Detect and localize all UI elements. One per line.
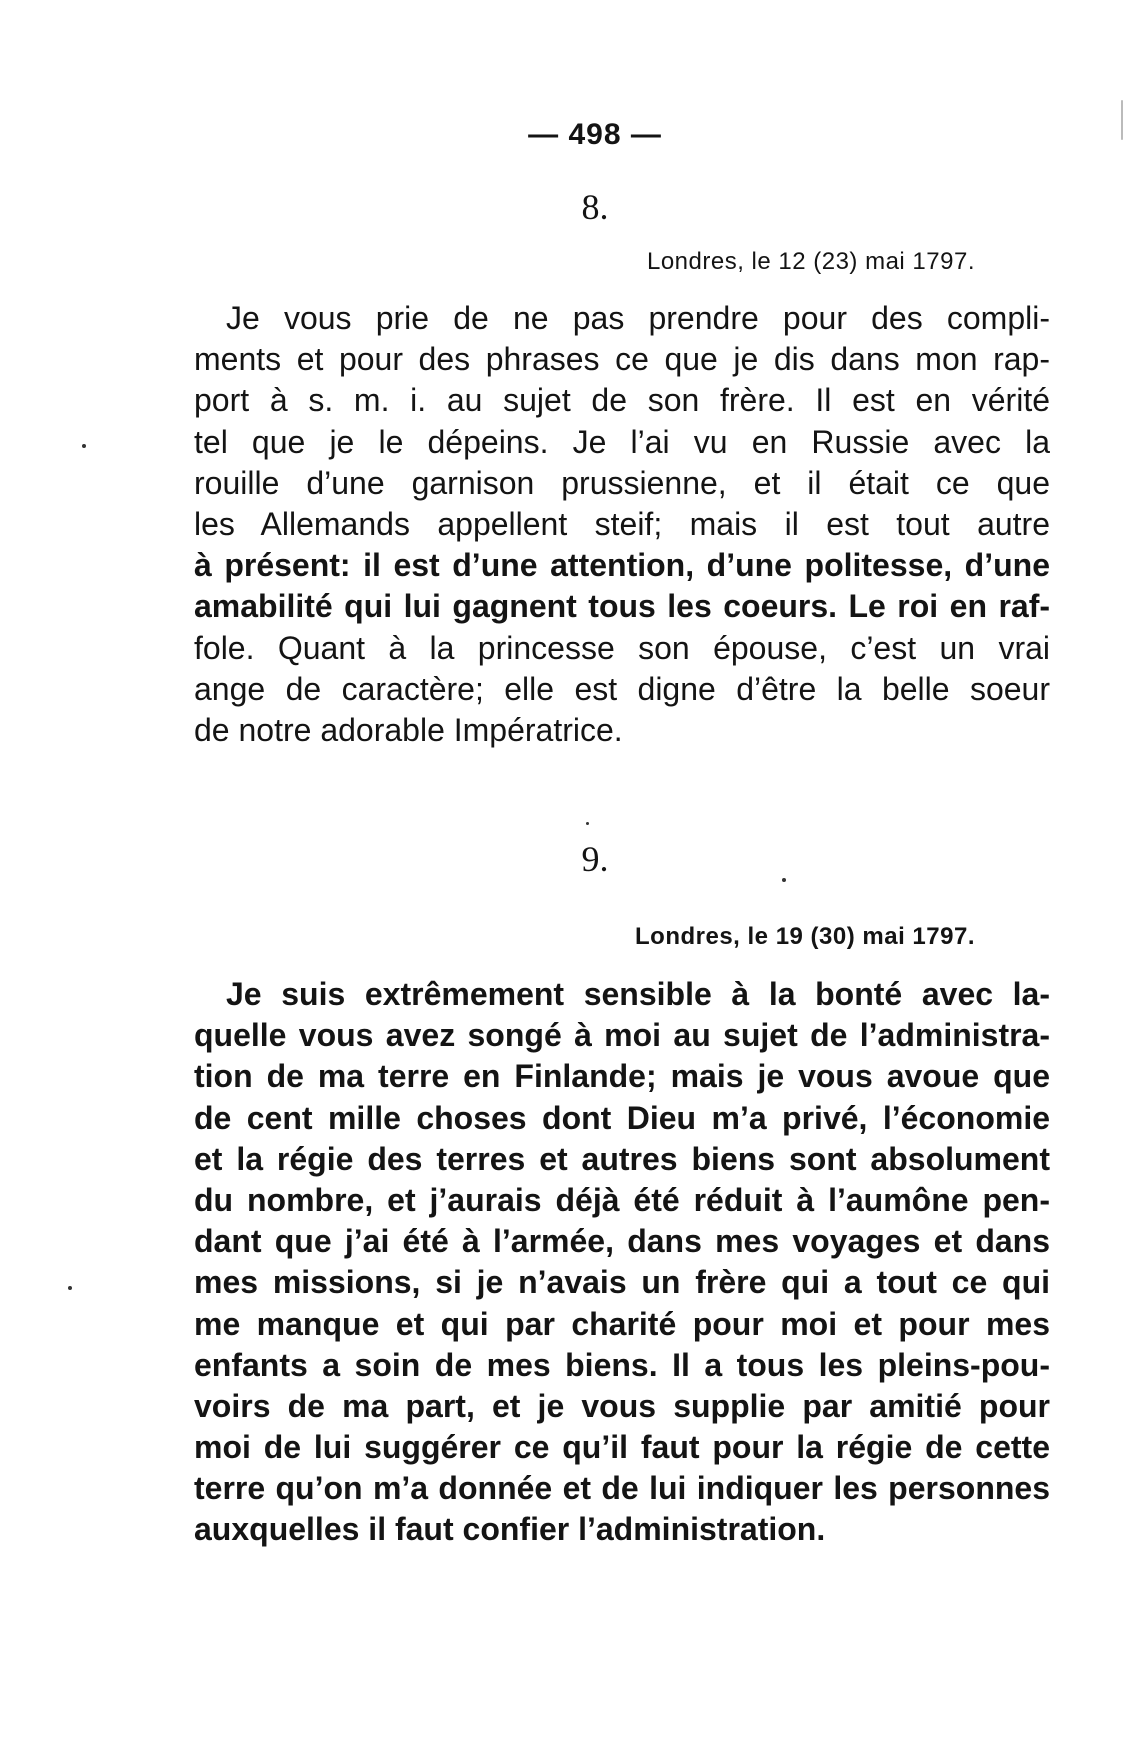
text-line: à présent: il est d’une attention, d’une politesse, d’une (194, 547, 1050, 584)
text-line: amabilité qui lui gagnent tous les coeurs. Le roi en raf- (194, 588, 1050, 625)
letter-number: 8. (581, 187, 609, 227)
page-number: — 498 — (528, 118, 662, 151)
letter-number: 9. (581, 839, 609, 879)
text-line: ange de caractère; elle est digne d’être la belle soeur (194, 670, 1050, 707)
text-line: terre qu’on m’a donnée et de lui indiquer les personnes (194, 1470, 1050, 1507)
letter-body (194, 974, 1050, 1551)
text-line: auxquelles il faut confier l’administration. (194, 1511, 826, 1548)
text-line: enfants a soin de mes biens. Il a tous les pleins-pou- (194, 1346, 1050, 1383)
text-line: du nombre, et j’aurais déjà été réduit à l’aumône pen- (194, 1181, 1050, 1218)
text-line: tel que je le dépeins. Je l’ai vu en Russie avec la (194, 423, 1050, 460)
text-line: fole. Quant à la princesse son épouse, c’est un vrai (194, 629, 1050, 666)
letter-body (194, 298, 1050, 751)
text-line: me manque et qui par charité pour moi et pour mes (194, 1305, 1050, 1342)
text-line: et la régie des terres et autres biens sont absolument (194, 1140, 1050, 1177)
scan-speck (68, 1286, 72, 1290)
text-line: rouille d’une garnison prussienne, et il était ce que (194, 464, 1050, 501)
text-line: dant que j’ai été à l’armée, dans mes voyages et dans (194, 1223, 1050, 1260)
text-line: voirs de ma part, et je vous supplie par amitié pour (194, 1387, 1050, 1424)
text-line: quelle vous avez songé à moi au sujet de l’administra- (194, 1017, 1050, 1054)
scan-edge-mark (1121, 100, 1123, 140)
text-line: Je suis extrêmement sensible à la bonté avec la- (226, 976, 1050, 1012)
scan-speck (586, 822, 589, 825)
text-line: de notre adorable Impératrice. (194, 711, 623, 748)
text-line: port à s. m. i. au sujet de son frère. Il est en vérité (194, 382, 1050, 419)
scan-speck (82, 444, 86, 448)
text-line: tion de ma terre en Finlande; mais je vous avoue que (194, 1058, 1050, 1095)
text-line: de cent mille choses dont Dieu m’a privé, l’économie (194, 1099, 1050, 1136)
letter-dateline: Londres, le 12 (23) mai 1797. (646, 248, 975, 275)
scan-speck (782, 878, 786, 882)
text-line: Je vous prie de ne pas prendre pour des compli- (226, 300, 1050, 336)
text-line: moi de lui suggérer ce qu’il faut pour la régie de cette (194, 1429, 1050, 1466)
text-line: les Allemands appellent steif; mais il est tout autre (194, 505, 1050, 542)
text-line: mes missions, si je n’avais un frère qui a tout ce qui (194, 1264, 1050, 1301)
text-line: ments et pour des phrases ce que je dis dans mon rap- (194, 341, 1050, 378)
letter-dateline: Londres, le 19 (30) mai 1797. (635, 923, 975, 950)
